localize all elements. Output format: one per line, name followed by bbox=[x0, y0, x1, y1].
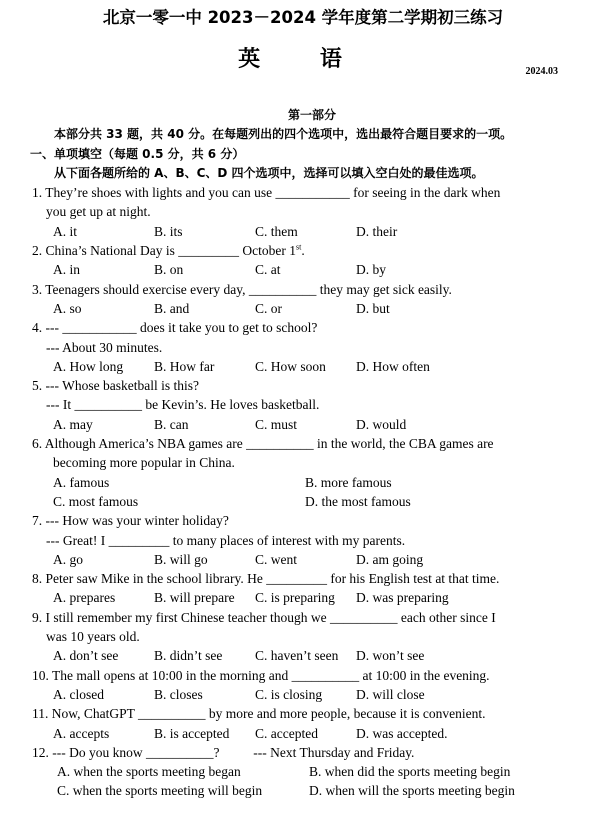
option-b: B. more famous bbox=[305, 474, 392, 490]
option-d: D. will close bbox=[356, 686, 425, 702]
option-c: C. is preparing bbox=[255, 590, 335, 606]
option-a: A. prepares bbox=[53, 590, 116, 606]
option-b: B. will go bbox=[154, 551, 208, 567]
option-d: D. the most famous bbox=[305, 493, 411, 509]
question-5-options bbox=[32, 415, 592, 434]
option-c: C. at bbox=[255, 262, 281, 278]
option-b: B. is accepted bbox=[154, 725, 230, 741]
question-4-line-1: 4. --- ___________ does it take you to get to school? bbox=[32, 320, 318, 336]
option-c: C. went bbox=[255, 551, 297, 567]
option-a: A. How long bbox=[53, 358, 124, 374]
question-6-options-row-1 bbox=[32, 473, 592, 492]
question-11-line-1: 11. Now, ChatGPT __________ by more and more people, because it is convenient. bbox=[32, 706, 486, 722]
question-1-line-1: 1. They’re shoes with lights and you can use ___________ for seeing in the dark when bbox=[32, 185, 501, 201]
question-7-options bbox=[32, 550, 592, 569]
question-8-line-1: 8. Peter saw Mike in the school library. He _________ for his English test at that time. bbox=[32, 571, 500, 587]
option-d: D. would bbox=[356, 416, 407, 432]
question-12-line-1: 12. --- Do you know __________? --- Next Thursday and Friday. bbox=[32, 744, 415, 760]
superscript-st: st bbox=[295, 242, 302, 252]
option-a: A. so bbox=[53, 300, 82, 316]
option-d: D. by bbox=[356, 262, 386, 278]
option-b: B. and bbox=[154, 300, 190, 316]
option-c: C. accepted bbox=[255, 725, 318, 741]
option-b: B. didn’t see bbox=[154, 648, 223, 664]
question-1-options bbox=[32, 222, 592, 241]
question-6-line-1: 6. Although America’s NBA games are __________ in the world, the CBA games are bbox=[32, 436, 494, 452]
exam-body bbox=[32, 106, 592, 801]
option-d: D. won’t see bbox=[356, 648, 425, 664]
option-a: A. closed bbox=[53, 686, 104, 702]
option-a: A. accepts bbox=[53, 725, 110, 741]
question-11-options bbox=[32, 724, 592, 743]
option-d: D. How often bbox=[356, 358, 430, 374]
question-9-line-2: was 10 years old. bbox=[46, 629, 140, 645]
question-4-options bbox=[32, 357, 592, 376]
option-a: A. go bbox=[53, 551, 83, 567]
option-c: C. or bbox=[255, 300, 282, 316]
section-heading: 一、单项填空（每题 0.5 分，共 6 分） bbox=[30, 146, 245, 161]
exam-title: 北京一零一中 2023－2024 学年度第二学期初三练习 bbox=[102, 8, 504, 27]
question-10-options bbox=[32, 685, 592, 704]
option-d: D. was accepted. bbox=[356, 725, 448, 741]
question-12-options-row-2 bbox=[32, 781, 592, 800]
option-a: A. don’t see bbox=[53, 648, 119, 664]
question-1-line-2: you get up at night. bbox=[46, 204, 151, 220]
question-12-options-row-1 bbox=[32, 762, 592, 781]
option-b: B. will prepare bbox=[154, 590, 235, 606]
option-c: C. haven’t seen bbox=[255, 648, 339, 664]
question-9-line-1: 9. I still remember my first Chinese teacher though we __________ each other since I bbox=[32, 609, 496, 625]
question-2-line-1: 2. China’s National Day is _________ October 1st. bbox=[32, 242, 305, 259]
option-d: D. was preparing bbox=[356, 590, 449, 606]
option-a: A. famous bbox=[53, 474, 110, 490]
option-c: C. is closing bbox=[255, 686, 323, 702]
question-5-line-2: --- It __________ be Kevin’s. He loves basketball. bbox=[46, 397, 320, 413]
option-d: D. when will the sports meeting begin bbox=[309, 783, 515, 799]
question-3-options bbox=[32, 299, 592, 318]
option-c: C. How soon bbox=[255, 358, 326, 374]
part-intro: 本部分共 33 题，共 40 分。在每题列出的四个选项中，选出最符合题目要求的一项。 bbox=[54, 127, 513, 142]
option-d: D. but bbox=[356, 300, 390, 316]
question-list bbox=[32, 183, 592, 801]
option-c: C. them bbox=[255, 223, 298, 239]
subject-title: 英 语 bbox=[238, 46, 368, 72]
option-a: A. when the sports meeting began bbox=[57, 764, 241, 780]
question-7-line-1: 7. --- How was your winter holiday? bbox=[32, 513, 229, 529]
option-b: B. when did the sports meeting begin bbox=[309, 764, 511, 780]
question-6-line-2: becoming more popular in China. bbox=[53, 455, 235, 471]
option-b: B. How far bbox=[154, 358, 215, 374]
exam-date: 2024.03 bbox=[525, 66, 558, 77]
question-7-line-2: --- Great! I _________ to many places of interest with my parents. bbox=[46, 532, 406, 548]
question-8-options bbox=[32, 588, 592, 607]
option-c: C. most famous bbox=[53, 493, 139, 509]
option-a: A. may bbox=[53, 416, 93, 432]
option-b: B. closes bbox=[154, 686, 203, 702]
question-9-options bbox=[32, 646, 592, 665]
section-instruction: 从下面各题所给的 A、B、C、D 四个选项中，选择可以填入空白处的最佳选项。 bbox=[54, 165, 484, 180]
option-c: C. must bbox=[255, 416, 298, 432]
question-10-line-1: 10. The mall opens at 10:00 in the morning and __________ at 10:00 in the evening. bbox=[32, 667, 490, 683]
option-b: B. can bbox=[154, 416, 189, 432]
option-d: D. am going bbox=[356, 551, 424, 567]
option-c: C. when the sports meeting will begin bbox=[57, 783, 263, 799]
option-b: B. on bbox=[154, 262, 184, 278]
option-a: A. it bbox=[53, 223, 78, 239]
part-heading: 第一部分 bbox=[287, 108, 336, 122]
question-2-options bbox=[32, 260, 592, 279]
question-6-options-row-2 bbox=[32, 492, 592, 511]
option-b: B. its bbox=[154, 223, 183, 239]
question-4-line-2: --- About 30 minutes. bbox=[46, 339, 163, 355]
question-3-line-1: 3. Teenagers should exercise every day, __________ they may get sick easily. bbox=[32, 281, 452, 297]
option-a: A. in bbox=[53, 262, 80, 278]
question-5-line-1: 5. --- Whose basketball is this? bbox=[32, 378, 199, 394]
option-d: D. their bbox=[356, 223, 398, 239]
